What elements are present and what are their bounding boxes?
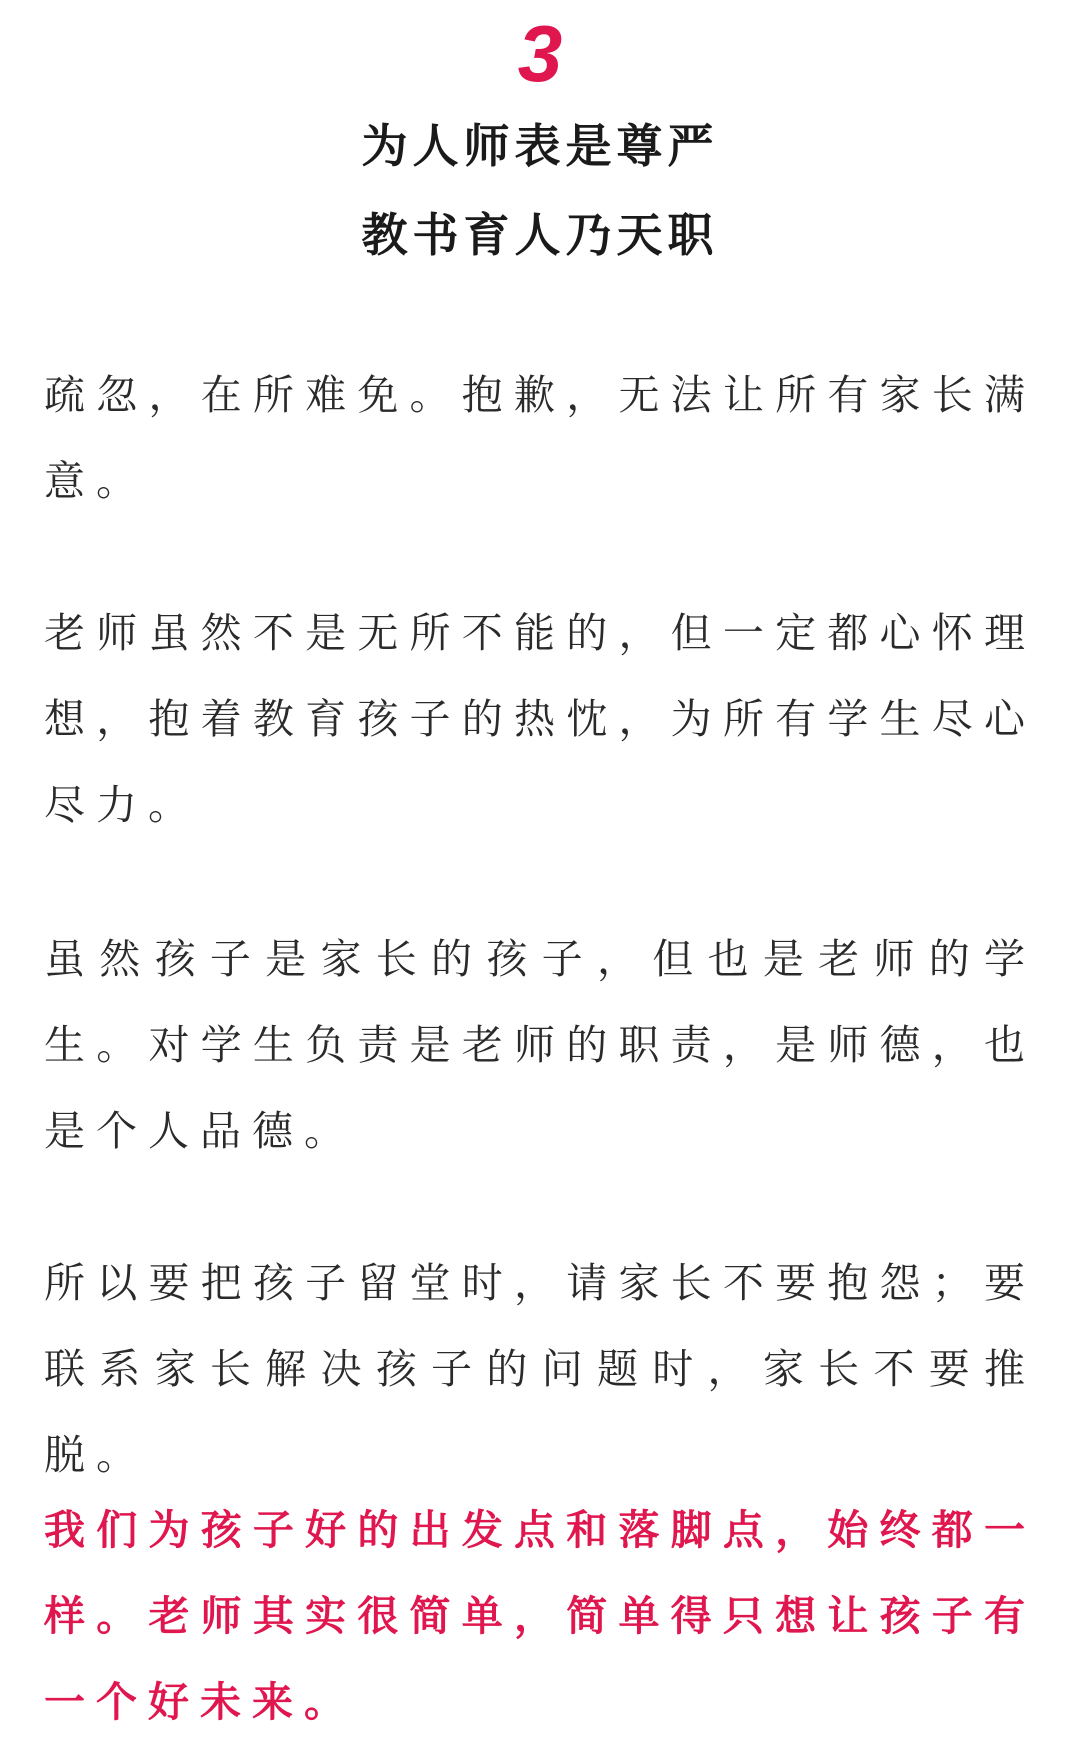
paragraph-teacher-ideals: 老师虽然不是无所不能的，但一定都心怀理想，抱着教育孩子的热忱，为所有学生尽心尽力。 [44,609,1036,829]
paragraph-apology: 疏忽，在所难免。抱歉，无法让所有家长满意。 [44,371,1036,505]
section-title-line-1: 为人师表是尊严 [361,119,719,173]
section-number: 3 [517,9,563,98]
paragraph-highlight-conclusion: 我们为孩子好的出发点和落脚点，始终都一样。老师其实很简单，简单得只想让孩子有一个好未来。 [44,1506,1036,1726]
section-title-line-2: 教书育人乃天职 [361,208,719,262]
paragraph-teacher-duty: 虽然孩子是家长的孩子，但也是老师的学生。对学生负责是老师的职责，是师德，也是个人品德。 [44,935,1036,1155]
paragraph-parent-request: 所以要把孩子留堂时，请家长不要抱怨；要联系家长解决孩子的问题时，家长不要推脱。 [44,1259,1036,1479]
